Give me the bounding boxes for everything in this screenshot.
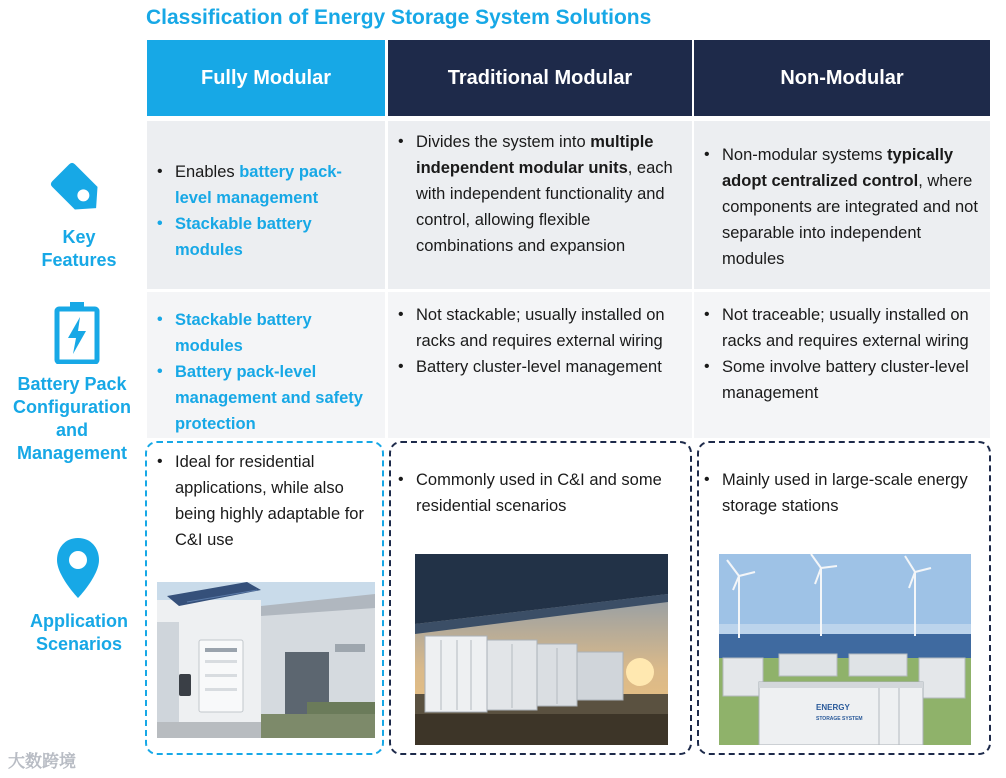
list-item	[694, 142, 978, 272]
list-item: • Mainly used in large-scale energy storage stations	[694, 467, 976, 519]
row-label-line: Configuration	[13, 397, 131, 417]
list-item: • Ideal for residential applications, while also being highly adaptable for C&I use	[147, 449, 371, 553]
cell-battery-pack-fully-modular	[147, 292, 385, 438]
bold-text: typically adopt centralized control	[722, 146, 954, 190]
cell-key-features-traditional-modular	[388, 121, 692, 289]
cell-application-traditional-modular	[388, 467, 688, 519]
commercial-storage-photo	[415, 554, 668, 745]
container-label-line1: ENERGY	[816, 703, 850, 712]
row-label-line: Features	[41, 250, 117, 270]
text-span: , where components are integrated and not separable into independent modules	[722, 172, 978, 268]
container-label-line2: STORAGE SYSTEM	[816, 716, 863, 722]
row-label-battery-pack	[4, 373, 140, 465]
cell-key-features-non-modular	[694, 121, 990, 289]
list-item: • Commonly used in C&I and some residential scenarios	[388, 467, 680, 519]
row-label-line: Key	[62, 227, 96, 247]
column-header-fully-modular: Fully Modular	[147, 40, 385, 116]
highlight-text: battery pack-level management	[175, 163, 342, 207]
list-item: • Battery cluster-level management	[388, 354, 682, 380]
list-item: • Some involve battery cluster-level management	[694, 354, 980, 406]
list-item	[147, 159, 373, 211]
location-pin-icon	[54, 536, 102, 600]
cell-application-fully-modular	[147, 449, 379, 553]
text-span: Enables	[175, 163, 240, 181]
row-label-line: Management	[16, 443, 128, 463]
cell-battery-pack-non-modular	[694, 292, 990, 438]
row-label-application-scenarios	[20, 610, 138, 656]
page-title: Classification of Energy Storage System Solutions	[146, 6, 652, 29]
list-item: • Stackable battery modules	[147, 211, 373, 263]
list-item: • Not traceable; usually installed on racks and requires external wiring	[694, 302, 980, 354]
cell-application-non-modular	[694, 467, 984, 519]
watermark-text: 大数跨境	[8, 752, 76, 771]
row-label-line: Scenarios	[35, 634, 123, 654]
row-label-key-features	[20, 226, 138, 272]
column-header-traditional-modular: Traditional Modular	[388, 40, 692, 116]
list-item	[388, 129, 680, 259]
row-label-line: Application	[30, 611, 128, 631]
residential-storage-photo	[157, 582, 375, 738]
utility-scale-storage-photo	[719, 554, 971, 745]
list-item: • Battery pack-level management and safety protection	[147, 359, 379, 437]
text-span: Non-modular systems	[722, 146, 888, 164]
row-label-line: Battery Pack	[17, 374, 127, 394]
list-item: • Stackable battery modules	[147, 307, 379, 359]
tag-icon	[48, 158, 106, 220]
column-header-non-modular: Non-Modular	[694, 40, 990, 116]
cell-battery-pack-traditional-modular	[388, 292, 692, 438]
row-label-line: and	[55, 420, 88, 440]
bold-text: multiple independent modular units	[416, 133, 654, 177]
cell-key-features-fully-modular	[147, 121, 385, 289]
text-span: Divides the system into	[416, 133, 591, 151]
battery-charge-icon	[52, 300, 102, 364]
list-item: • Not stackable; usually installed on racks and requires external wiring	[388, 302, 682, 354]
text-span: , each with independent functionality and control, allowing flexible combinations and expansion	[416, 159, 673, 255]
